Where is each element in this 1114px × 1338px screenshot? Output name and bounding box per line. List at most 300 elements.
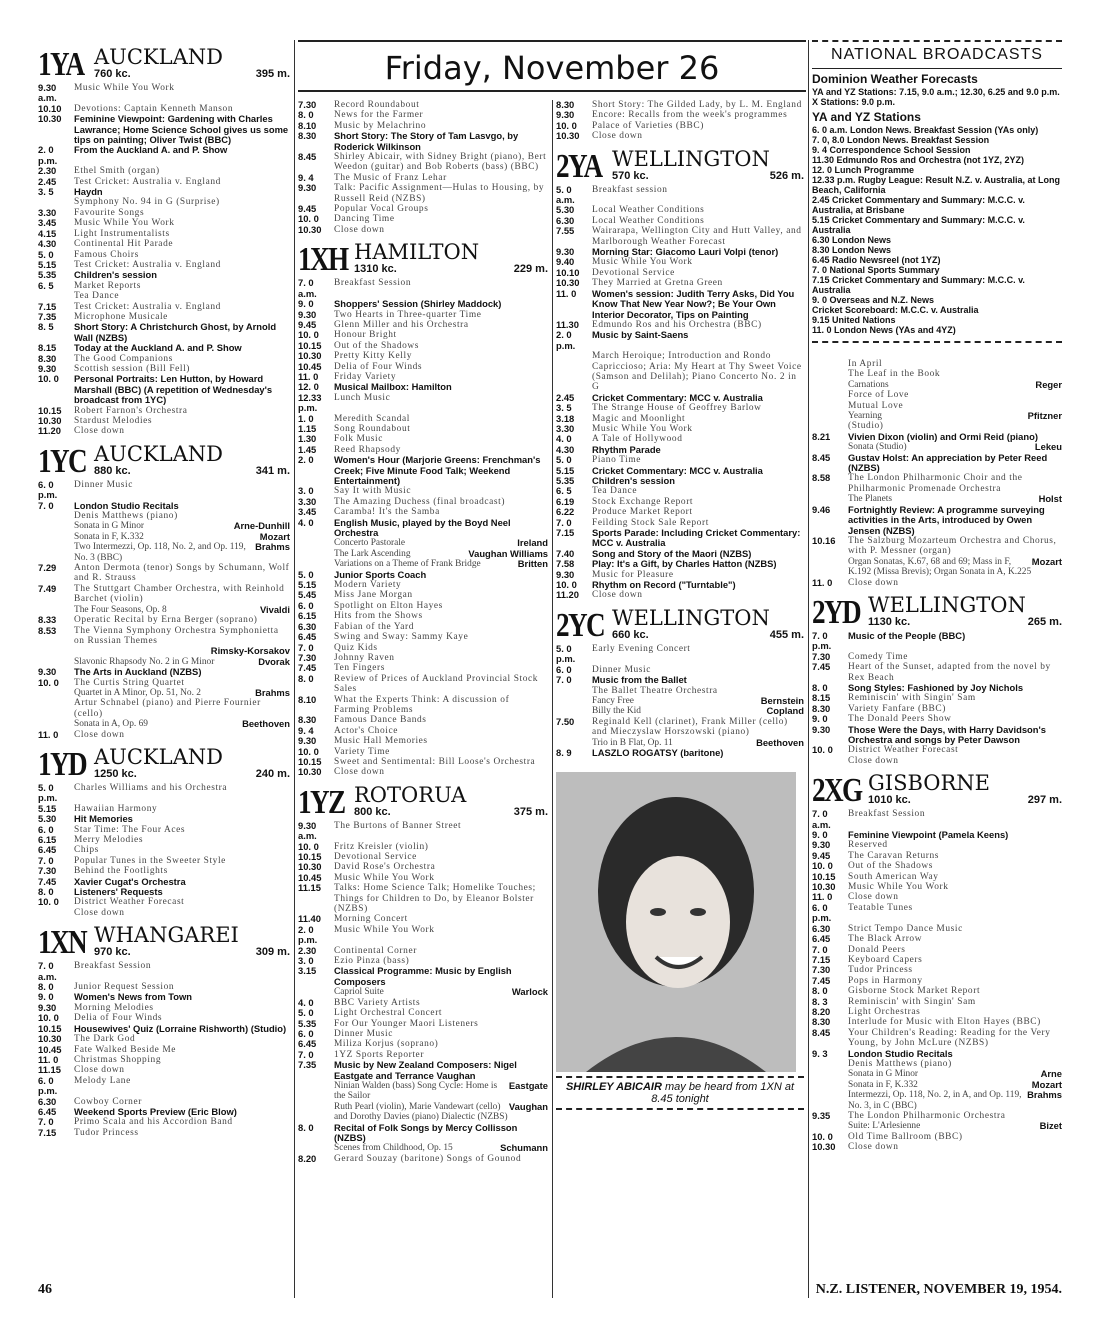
programme-title: Review of Prices of Auckland Provincial Stock Sales bbox=[334, 673, 539, 695]
programme-time: 11.20 bbox=[38, 425, 61, 437]
programme-time: 6. 0 bbox=[38, 823, 54, 835]
work-title: Concerto Pastorale bbox=[334, 538, 406, 549]
work-title: Quartet in A Minor, Op. 51, No. 2 bbox=[74, 687, 201, 698]
programme-time: 5.15 bbox=[556, 464, 575, 476]
programme-time: 9. 0 bbox=[812, 713, 828, 725]
programme-row bbox=[556, 748, 804, 758]
page-number: 46 bbox=[38, 1282, 52, 1297]
programme-row bbox=[298, 842, 548, 852]
programme-title: Women's session: Judith Terry Asks, Did You Know That New Year Now?; Be Your Own Interior Decorator, Tips on Painting bbox=[592, 287, 795, 320]
programme-title: Shoppers' Session (Shirley Maddock) bbox=[334, 298, 502, 310]
national-item: 6.45 Radio Newsreel (not 1YZ) bbox=[812, 255, 941, 265]
programme-work bbox=[812, 411, 1062, 421]
programme-row bbox=[38, 814, 290, 824]
programme-time: 5.35 bbox=[38, 269, 57, 281]
composer: Ireland bbox=[517, 537, 548, 549]
station-header-1ya bbox=[38, 45, 290, 83]
programme-row bbox=[38, 698, 290, 719]
programme-time: 8.10 bbox=[298, 119, 317, 131]
programme-title: Close down bbox=[848, 577, 899, 588]
column-divider bbox=[294, 40, 295, 1298]
national-item: 9. 0 Overseas and N.Z. News bbox=[812, 295, 935, 305]
programme-title: Pretty Kitty Kelly bbox=[334, 351, 412, 362]
programme-title: Tudor Princess bbox=[848, 965, 913, 976]
callsign: 1XN bbox=[38, 924, 87, 962]
programme-time: 7.15 bbox=[556, 527, 575, 539]
work-title: Capriol Suite bbox=[334, 987, 384, 998]
programme-title: Popular Vocal Groups bbox=[334, 204, 429, 215]
programme-title: Close down bbox=[592, 590, 643, 601]
frequency: 660 kc. bbox=[612, 628, 649, 641]
work-title: Fancy Free bbox=[592, 695, 634, 706]
weather-title: Dominion Weather Forecasts bbox=[812, 72, 978, 86]
programme-row bbox=[298, 434, 548, 444]
programme-time: 8.30 bbox=[298, 714, 317, 726]
programme-title: Gisborne Stock Market Report bbox=[848, 986, 981, 997]
programme-work bbox=[38, 521, 290, 531]
programme-title: Vivien Dixon (violin) and Ormi Reid (piano) bbox=[848, 430, 1038, 442]
programme-row bbox=[556, 268, 804, 278]
programme-row bbox=[38, 239, 290, 249]
portrait-photo bbox=[556, 772, 796, 1072]
programme-row bbox=[812, 955, 1062, 965]
programme-row bbox=[556, 580, 804, 590]
national-item: 2.45 Cricket Commentary and Summary: M.C.C. v. Australia, at Brisbane bbox=[812, 195, 1025, 215]
weather-text: YA and YZ Stations: 7.15, 9.0 a.m.; 12.30, 6.25 and 9.0 p.m. bbox=[812, 87, 1060, 97]
programme-title: Stardust Melodies bbox=[74, 416, 153, 426]
programme-row bbox=[38, 166, 290, 176]
programme-time: 2. 0 p.m. bbox=[556, 329, 576, 351]
programme-title: Close down bbox=[334, 224, 385, 235]
programme-row bbox=[556, 351, 804, 393]
programme-title: Sweet and Sentimental: Bill Loose's Orchestra bbox=[334, 756, 536, 767]
programme-time: 9. 3 bbox=[812, 1047, 828, 1059]
programme-title: Melody Lane bbox=[74, 1075, 131, 1086]
programme-title: Magic and Moonlight bbox=[592, 413, 686, 424]
programme-title: Chips bbox=[74, 845, 99, 856]
programme-row bbox=[812, 1007, 1062, 1017]
programme-title: Gerard Souzay (baritone) Songs of Gounod bbox=[334, 1153, 522, 1164]
programme-title: Friday Variety bbox=[334, 371, 397, 382]
programme-time: 6.30 bbox=[556, 214, 575, 226]
wavelength: 455 m. bbox=[769, 628, 804, 641]
programme-time: 8.33 bbox=[38, 614, 57, 626]
programme-row bbox=[812, 453, 1062, 474]
programme-row bbox=[298, 382, 548, 392]
programme-title: Heart of the Sunset, adapted from the novel by Rex Beach bbox=[848, 662, 1051, 683]
programme-time: 9. 0 bbox=[38, 991, 54, 1003]
programme-work bbox=[812, 1121, 1062, 1131]
programme-title: Hawaiian Harmony bbox=[74, 803, 158, 814]
station-header-1xh bbox=[298, 240, 548, 279]
programme-time: 7. 0 p.m. bbox=[812, 629, 832, 652]
programme-time: 8.21 bbox=[812, 430, 831, 442]
callsign: 2YC bbox=[556, 606, 605, 644]
programme-title: From the Auckland A. and P. Show bbox=[74, 144, 228, 156]
programme-time: 1. 0 bbox=[298, 412, 314, 424]
programme-title: Junior Request Session bbox=[74, 982, 175, 993]
programme-title: Junior Sports Coach bbox=[334, 568, 427, 580]
programme-title: Fortnightly Review: A programme surveying activities in the Arts, introduced by Owen Jensen (NZBS) bbox=[848, 503, 1045, 536]
frequency: 880 kc. bbox=[94, 464, 131, 477]
programme-time: 10.45 bbox=[298, 360, 322, 372]
programme-row bbox=[38, 114, 290, 145]
programme-time: 6.15 bbox=[298, 610, 317, 622]
programme-time: 10.30 bbox=[38, 1033, 62, 1045]
programme-row bbox=[812, 861, 1062, 871]
programme-row bbox=[38, 250, 290, 260]
national-item: 12.33 p.m. Rugby League: Result N.Z. v. Australia, at Long Beach, California bbox=[812, 175, 1061, 195]
programme-time: 11.20 bbox=[556, 589, 579, 601]
programme-row bbox=[298, 757, 548, 767]
programme-row bbox=[298, 914, 548, 924]
programme-title: Talks: Home Science Talk; Homelike Touches; Things for Children to Do, by Eleanor Bolster (NZBS) bbox=[334, 883, 536, 915]
programme-row bbox=[812, 473, 1062, 494]
programme-time: 6. 0 bbox=[298, 599, 314, 611]
programme-time: 4.15 bbox=[38, 227, 57, 239]
programme-time: 10.30 bbox=[298, 223, 322, 235]
programme-row bbox=[38, 961, 290, 982]
programme-time: 5.15 bbox=[38, 258, 57, 270]
programme-row bbox=[38, 145, 290, 166]
programme-title: For Our Younger Maori Listeners bbox=[334, 1018, 479, 1029]
programme-row bbox=[812, 1059, 1062, 1069]
programme-time bbox=[38, 291, 74, 301]
programme-title: Variety Fanfare (BBC) bbox=[848, 703, 946, 714]
programme-time: 3.30 bbox=[556, 422, 575, 434]
programme-time: 7.30 bbox=[298, 651, 317, 663]
programme-row bbox=[812, 359, 1062, 369]
programme-title: Musical Mailbox: Hamilton bbox=[334, 381, 452, 393]
programme-time: 5. 0 a.m. bbox=[556, 183, 575, 206]
programme-row bbox=[38, 281, 290, 291]
programme-time bbox=[556, 351, 592, 393]
programme-title: The Donald Peers Show bbox=[848, 714, 952, 725]
programme-time: 8. 0 bbox=[298, 109, 314, 121]
composer: Brahms bbox=[1027, 1089, 1062, 1101]
programme-work bbox=[812, 380, 1062, 390]
programme-time: 11. 0 bbox=[812, 576, 833, 588]
station-header-1xn bbox=[38, 923, 290, 962]
programme-row bbox=[298, 925, 548, 946]
programme-row bbox=[812, 851, 1062, 861]
wavelength: 297 m. bbox=[1027, 794, 1062, 807]
programme-title: Microphone Musicale bbox=[74, 311, 168, 322]
composer: Mozart bbox=[259, 530, 290, 542]
programme-time: 9.30 bbox=[38, 666, 57, 678]
callsign: 1XH bbox=[298, 241, 348, 279]
programme-title: Tudor Princess bbox=[74, 1127, 139, 1138]
programme-row bbox=[38, 856, 290, 866]
programme-row bbox=[556, 403, 804, 413]
programme-work bbox=[298, 1102, 548, 1123]
programme-title: Music for Pleasure bbox=[592, 569, 674, 580]
programme-row bbox=[812, 745, 1062, 755]
programme-list bbox=[298, 278, 548, 778]
programme-title: Short Story: The Gilded Lady, by L. M. England bbox=[592, 100, 802, 110]
programme-row bbox=[38, 218, 290, 228]
programme-row bbox=[38, 501, 290, 511]
frequency: 1310 kc. bbox=[354, 263, 397, 276]
programme-row bbox=[298, 183, 548, 204]
programme-row bbox=[298, 998, 548, 1008]
programme-row bbox=[38, 992, 290, 1002]
programme-title: Light Orchestral Concert bbox=[334, 1008, 443, 1019]
station-header-2yc bbox=[556, 605, 804, 644]
programme-time: 6.45 bbox=[38, 1105, 57, 1117]
programme-time: 7.15 bbox=[812, 953, 831, 965]
programme-row bbox=[812, 1028, 1062, 1049]
programme-time: 2.30 bbox=[298, 944, 317, 956]
programme-title: 1YZ Sports Reporter bbox=[334, 1049, 425, 1060]
national-broadcasts-box bbox=[812, 40, 1062, 343]
programme-title: Song and Story of the Maori (NZBS) bbox=[592, 547, 752, 559]
programme-row bbox=[556, 330, 804, 351]
programme-title: Your Children's Reading: Reading for the Very Young, by John McLure (NZBS) bbox=[848, 1027, 1051, 1049]
programme-time: 11.40 bbox=[298, 913, 321, 925]
programme-time: 9.40 bbox=[556, 256, 575, 268]
city: ROTORUA bbox=[354, 782, 467, 807]
programme-row bbox=[298, 747, 548, 757]
programme-title: Test Cricket: Australia v. England bbox=[74, 176, 221, 187]
programme-title: Comedy Time bbox=[848, 651, 908, 662]
programme-work bbox=[812, 1069, 1062, 1079]
programme-title: Honour Bright bbox=[334, 330, 397, 341]
work-title: Suite: L'Arlesienne bbox=[848, 1121, 921, 1132]
programme-list bbox=[556, 644, 804, 758]
programme-row bbox=[298, 1123, 548, 1144]
programme-title: Cowboy Corner bbox=[74, 1096, 142, 1107]
national-item: Cricket Scoreboard: M.C.C. v. Australia bbox=[812, 305, 979, 315]
programme-row bbox=[298, 131, 548, 152]
programme-row bbox=[556, 185, 804, 206]
national-item: 12. 0 Lunch Programme bbox=[812, 165, 915, 175]
column-2 bbox=[298, 100, 548, 1164]
city: GISBORNE bbox=[868, 771, 991, 796]
programme-time: 5. 0 bbox=[556, 454, 572, 466]
programme-title: The Strange House of Geoffrey Barlow bbox=[592, 403, 762, 414]
city: AUCKLAND bbox=[94, 744, 223, 769]
composer: Beethoven bbox=[756, 736, 804, 748]
programme-title: Feminine Viewpoint: Gardening with Charles Lawrance; Home Science School gives us some tips on painting; Oliver Twist (BBC) bbox=[74, 113, 289, 146]
programme-row bbox=[812, 840, 1062, 850]
programme-time: 9.30 bbox=[556, 568, 575, 580]
programme-time: 7.30 bbox=[812, 650, 831, 662]
programme-time: 8.53 bbox=[38, 624, 57, 636]
programme-row bbox=[298, 1154, 548, 1164]
national-item: 6.30 London News bbox=[812, 235, 892, 245]
programme-time: 9.30 bbox=[812, 839, 831, 851]
programme-time: 5.45 bbox=[298, 589, 317, 601]
programme-time: 4.30 bbox=[556, 443, 575, 455]
column-divider bbox=[552, 100, 553, 1298]
programme-title: Merry Melodies bbox=[74, 835, 144, 845]
programme-title: The Leaf in the Book bbox=[848, 369, 941, 380]
programme-time: 10.30 bbox=[298, 766, 322, 778]
programme-time: 5. 0 bbox=[298, 568, 314, 580]
composer: Mozart bbox=[1031, 1078, 1062, 1090]
programme-title: The Curtis String Quartet bbox=[74, 677, 185, 688]
programme-row bbox=[298, 966, 548, 987]
programme-row bbox=[298, 225, 548, 235]
programme-row bbox=[298, 736, 548, 746]
programme-title: Dancing Time bbox=[334, 214, 395, 225]
programme-title: Ethel Smith (organ) bbox=[74, 166, 160, 177]
programme-title: Symphony No. 94 in G (Surprise) bbox=[74, 197, 220, 208]
programme-row bbox=[38, 416, 290, 426]
programme-title: Music While You Work bbox=[334, 872, 435, 883]
programme-title: Tea Dance bbox=[592, 486, 638, 497]
wavelength: 395 m. bbox=[255, 68, 290, 80]
programme-time: 4. 0 bbox=[298, 516, 314, 528]
programme-title: Music While You Work bbox=[848, 882, 949, 893]
programme-list bbox=[556, 185, 804, 601]
programme-title: March Heroique; Introduction and Rondo Capriccioso; Aria: My Heart at Thy Sweet Voice (Samson and Delilah); Piano Concerto No. 2 in G bbox=[592, 351, 802, 393]
frequency: 970 kc. bbox=[94, 946, 131, 959]
programme-time: 11. 0 bbox=[556, 287, 577, 299]
column-3 bbox=[556, 100, 804, 1110]
programme-row bbox=[556, 590, 804, 600]
programme-time: 5.15 bbox=[38, 802, 57, 814]
programme-title: The London Philharmonic Orchestra bbox=[848, 1111, 1006, 1121]
programme-row bbox=[812, 652, 1062, 662]
programme-time: 10. 0 bbox=[298, 745, 319, 757]
wavelength: 309 m. bbox=[255, 946, 290, 959]
programme-time bbox=[812, 756, 848, 766]
programme-row bbox=[298, 1039, 548, 1049]
programme-title: Breakfast session bbox=[592, 184, 668, 195]
programme-row bbox=[298, 152, 548, 173]
programme-title: Rhythm on Record ("Turntable") bbox=[592, 579, 736, 591]
programme-title: Dinner Music bbox=[592, 664, 652, 675]
programme-row bbox=[812, 693, 1062, 703]
programme-title: Reed Rhapsody bbox=[334, 444, 401, 455]
programme-title: Modern Variety bbox=[334, 580, 402, 591]
programme-row bbox=[38, 1045, 290, 1055]
programme-time: 7.30 bbox=[38, 865, 57, 877]
composer: Brahms bbox=[255, 686, 290, 698]
programme-row bbox=[38, 343, 290, 353]
programme-time: 11.30 bbox=[556, 318, 579, 330]
programme-time bbox=[812, 401, 848, 411]
programme-time: 7. 0 a.m. bbox=[298, 277, 317, 299]
programme-title: Miss Jane Morgan bbox=[334, 590, 413, 601]
programme-title: Close down bbox=[848, 892, 899, 903]
programme-title: Rhythm Parade bbox=[592, 443, 661, 455]
programme-title: Artur Schnabel (piano) and Pierre Fournier (cello) bbox=[74, 698, 261, 719]
programme-title: Force of Love bbox=[848, 390, 909, 401]
programme-title: Feminine Viewpoint (Pamela Keens) bbox=[848, 829, 1009, 841]
programme-row bbox=[38, 1003, 290, 1013]
programme-time: 10. 0 bbox=[556, 119, 577, 131]
programme-row bbox=[298, 299, 548, 309]
programme-title: Popular Tunes in the Sweeter Style bbox=[74, 855, 226, 866]
programme-row bbox=[812, 882, 1062, 892]
programme-title: Close down bbox=[74, 729, 125, 740]
programme-title: Denis Matthews (piano) bbox=[848, 1058, 952, 1069]
programme-row bbox=[298, 1029, 548, 1039]
programme-time: 6. 5 bbox=[38, 279, 54, 291]
composer: Rimsky-Korsakov bbox=[210, 645, 290, 657]
programme-list bbox=[812, 809, 1062, 1152]
programme-time: 8.45 bbox=[298, 151, 317, 163]
national-item: 9.15 United Nations bbox=[812, 315, 896, 325]
composer: Vaughan bbox=[508, 1100, 548, 1112]
programme-time: 10. 0 bbox=[38, 896, 59, 908]
programme-title: Variety Time bbox=[334, 746, 390, 757]
programme-title: Close down bbox=[848, 755, 899, 766]
programme-title: Children's session bbox=[592, 475, 675, 486]
programme-time: 7.50 bbox=[556, 715, 575, 727]
caption-name: SHIRLEY ABICAIR bbox=[565, 1081, 662, 1094]
programme-row bbox=[298, 362, 548, 372]
programme-time: 6. 0 bbox=[298, 1027, 314, 1039]
programme-row bbox=[298, 486, 548, 496]
programme-row bbox=[298, 424, 548, 434]
programme-time: 10. 0 bbox=[812, 744, 833, 756]
city: AUCKLAND bbox=[94, 45, 223, 69]
programme-title: Two Hearts in Three-quarter Time bbox=[334, 309, 482, 320]
programme-row bbox=[298, 570, 548, 580]
programme-time: 2.45 bbox=[38, 175, 57, 187]
programme-time: 1.45 bbox=[298, 443, 317, 455]
programme-title: Feilding Stock Sale Report bbox=[592, 517, 709, 528]
programme-row bbox=[38, 270, 290, 280]
programme-time: 6.45 bbox=[298, 1038, 317, 1050]
programme-row bbox=[38, 480, 290, 501]
programme-work bbox=[812, 1090, 1062, 1111]
programme-title: Cricket Commentary: MCC v. Australia bbox=[592, 464, 763, 476]
programme-time: 11.15 bbox=[298, 882, 321, 894]
programme-title: Continental Corner bbox=[334, 945, 417, 956]
programme-row bbox=[556, 424, 804, 434]
programme-row bbox=[298, 1008, 548, 1018]
programme-work bbox=[298, 1143, 548, 1153]
programme-title: Christmas Shopping bbox=[74, 1054, 162, 1065]
programme-time: 7.35 bbox=[298, 1059, 317, 1071]
composer: Reger bbox=[1035, 378, 1062, 390]
programme-time: 8.15 bbox=[812, 692, 831, 704]
programme-time: 9.45 bbox=[812, 849, 831, 861]
programme-time: 6.30 bbox=[38, 1095, 57, 1107]
programme-title: Breakfast Session bbox=[74, 961, 152, 972]
programme-time: 6.45 bbox=[298, 631, 317, 643]
programme-title: The Vienna Symphony Orchestra Symphonietta on Russian Themes bbox=[74, 625, 279, 646]
programme-title: Music While You Work bbox=[592, 423, 693, 434]
programme-title: Strict Tempo Dance Music bbox=[848, 923, 963, 934]
programme-title: Old Time Ballroom (BBC) bbox=[848, 1131, 963, 1142]
programme-time: 3.30 bbox=[38, 206, 57, 218]
programme-row bbox=[298, 214, 548, 224]
programme-list bbox=[812, 359, 1062, 588]
programme-time: 7.49 bbox=[38, 582, 57, 594]
work-title: Intermezzi, Op. 118, No. 2, in A, and Op. 119, No. 3, in C (BBC) bbox=[848, 1090, 1022, 1111]
programme-list bbox=[38, 480, 290, 740]
composer: Eastgate bbox=[508, 1079, 548, 1091]
composer: Pfitzner bbox=[1027, 410, 1062, 422]
programme-title: Morning Melodies bbox=[74, 1002, 154, 1013]
programme-time: 10.45 bbox=[298, 871, 322, 883]
programme-row bbox=[38, 1076, 290, 1097]
national-item: 7. 0, 8.0 London News. Breakfast Session bbox=[812, 135, 990, 145]
frequency: 570 kc. bbox=[612, 169, 649, 182]
programme-time: 9.46 bbox=[812, 503, 831, 515]
programme-work bbox=[38, 542, 290, 563]
programme-title: Charles Williams and his Orchestra bbox=[74, 782, 228, 793]
composer: Beethoven bbox=[242, 718, 290, 730]
programme-title: Close down bbox=[848, 1142, 899, 1153]
programme-title: Women's News from Town bbox=[74, 991, 193, 1003]
